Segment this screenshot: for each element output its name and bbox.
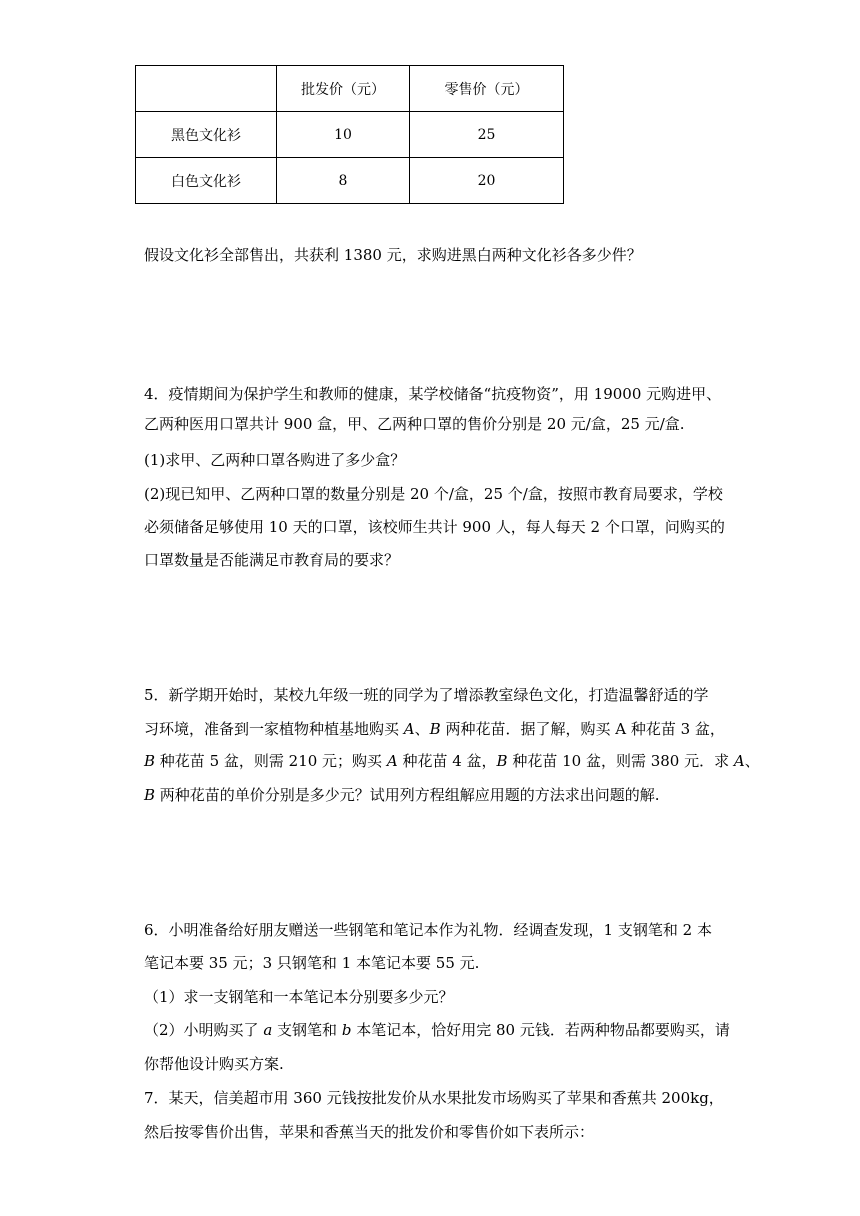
q3-question-text: 假设文化衫全部售出，共获利 1380 元，求购进黑白两种文化衫各多少件？	[144, 246, 642, 264]
q6-text: （2）小明购买了	[144, 1021, 264, 1039]
q4-line-2: 乙两种医用口罩共计 900 盒，甲、乙两种口罩的售价分别是 20 元/盒，25 元/盒.	[144, 415, 685, 433]
q6-subquestion-1: （1）求一支钢笔和一本笔记本分别要多少元？	[144, 988, 454, 1006]
q6-line-1: 6．小明准备给好朋友赠送一些钢笔和笔记本作为礼物．经调查发现，1 支钢笔和 2 本	[144, 921, 712, 939]
table-row	[136, 112, 564, 158]
price-table	[135, 65, 564, 204]
q6-text: 支钢笔和	[272, 1021, 342, 1039]
var-b: B	[144, 786, 156, 804]
q4-subquestion-2-line-3: 口罩数量是否能满足市教育局的要求？	[144, 551, 400, 569]
q4-subquestion-1: (1)求甲、乙两种口罩各购进了多少盒？	[144, 451, 406, 469]
var-b: B	[144, 752, 156, 770]
var-a: A	[733, 752, 745, 770]
q5-text: 习环境，准备到一家植物种植基地购买	[144, 720, 404, 738]
table-cell: 黑色文化衫	[136, 112, 277, 158]
q6-subquestion-2-line-2: 你帮他设计购买方案.	[144, 1055, 284, 1073]
table-cell: 20	[410, 158, 564, 204]
q5-text: 种花苗 3 盆，	[626, 720, 725, 738]
q7-line-2: 然后按零售价出售，苹果和香蕉当天的批发价和零售价如下表所示：	[144, 1123, 595, 1141]
var-a: A	[615, 720, 627, 738]
table-header-cell: 批发价（元）	[277, 66, 410, 112]
q5-text: 、	[744, 752, 760, 770]
q6-line-2: 笔记本要 35 元；3 只钢笔和 1 本笔记本要 55 元.	[144, 954, 480, 972]
q5-text: 种花苗 10 盆，则需 380 元．求	[507, 752, 734, 770]
q5-line-2	[144, 719, 725, 739]
var-b: b	[341, 1021, 352, 1039]
q5-text: 、	[414, 720, 430, 738]
table-row	[136, 158, 564, 204]
q5-text: 两种花苗．据了解，购买	[440, 720, 616, 738]
table-cell: 10	[277, 112, 410, 158]
q6-text: 本笔记本，恰好用完 80 元钱．若两种物品都要购买，请	[351, 1021, 730, 1039]
var-b: B	[429, 720, 441, 738]
q4-line-1: 4．疫情期间为保护学生和教师的健康，某学校储备“抗疫物资”，用 19000 元购进甲、	[144, 385, 722, 403]
q5-line-3	[144, 751, 760, 771]
q4-subquestion-2-line-2: 必须储备足够使用 10 天的口罩，该校师生共计 900 人，每人每天 2 个口罩，问购买的	[144, 518, 725, 536]
table-cell: 8	[277, 158, 410, 204]
table-cell: 白色文化衫	[136, 158, 277, 204]
q5-text: 种花苗 4 盆，	[397, 752, 497, 770]
q5-text: 两种花苗的单价分别是多少元？试用列方程组解应用题的方法求出问题的解.	[155, 786, 660, 804]
table-header-cell: 零售价（元）	[410, 66, 564, 112]
var-a: A	[403, 720, 415, 738]
table-header-cell	[136, 66, 277, 112]
q5-text: 种花苗 5 盆，则需 210 元；购买	[155, 752, 387, 770]
var-a: A	[386, 752, 398, 770]
var-b: B	[496, 752, 508, 770]
table-cell: 25	[410, 112, 564, 158]
var-a: a	[263, 1021, 273, 1039]
q7-line-1: 7．某天，信美超市用 360 元钱按批发价从水果批发市场购买了苹果和香蕉共 200kg，	[144, 1089, 724, 1107]
q5-line-1: 5．新学期开始时，某校九年级一班的同学为了增添教室绿色文化，打造温馨舒适的学	[144, 686, 709, 704]
q6-subquestion-2	[144, 1020, 730, 1040]
q4-subquestion-2-line-1: (2)现已知甲、乙两种口罩的数量分别是 20 个/盒，25 个/盒，按照市教育局要求，学校	[144, 485, 723, 503]
q5-line-4	[144, 785, 660, 805]
table-header-row	[136, 66, 564, 112]
